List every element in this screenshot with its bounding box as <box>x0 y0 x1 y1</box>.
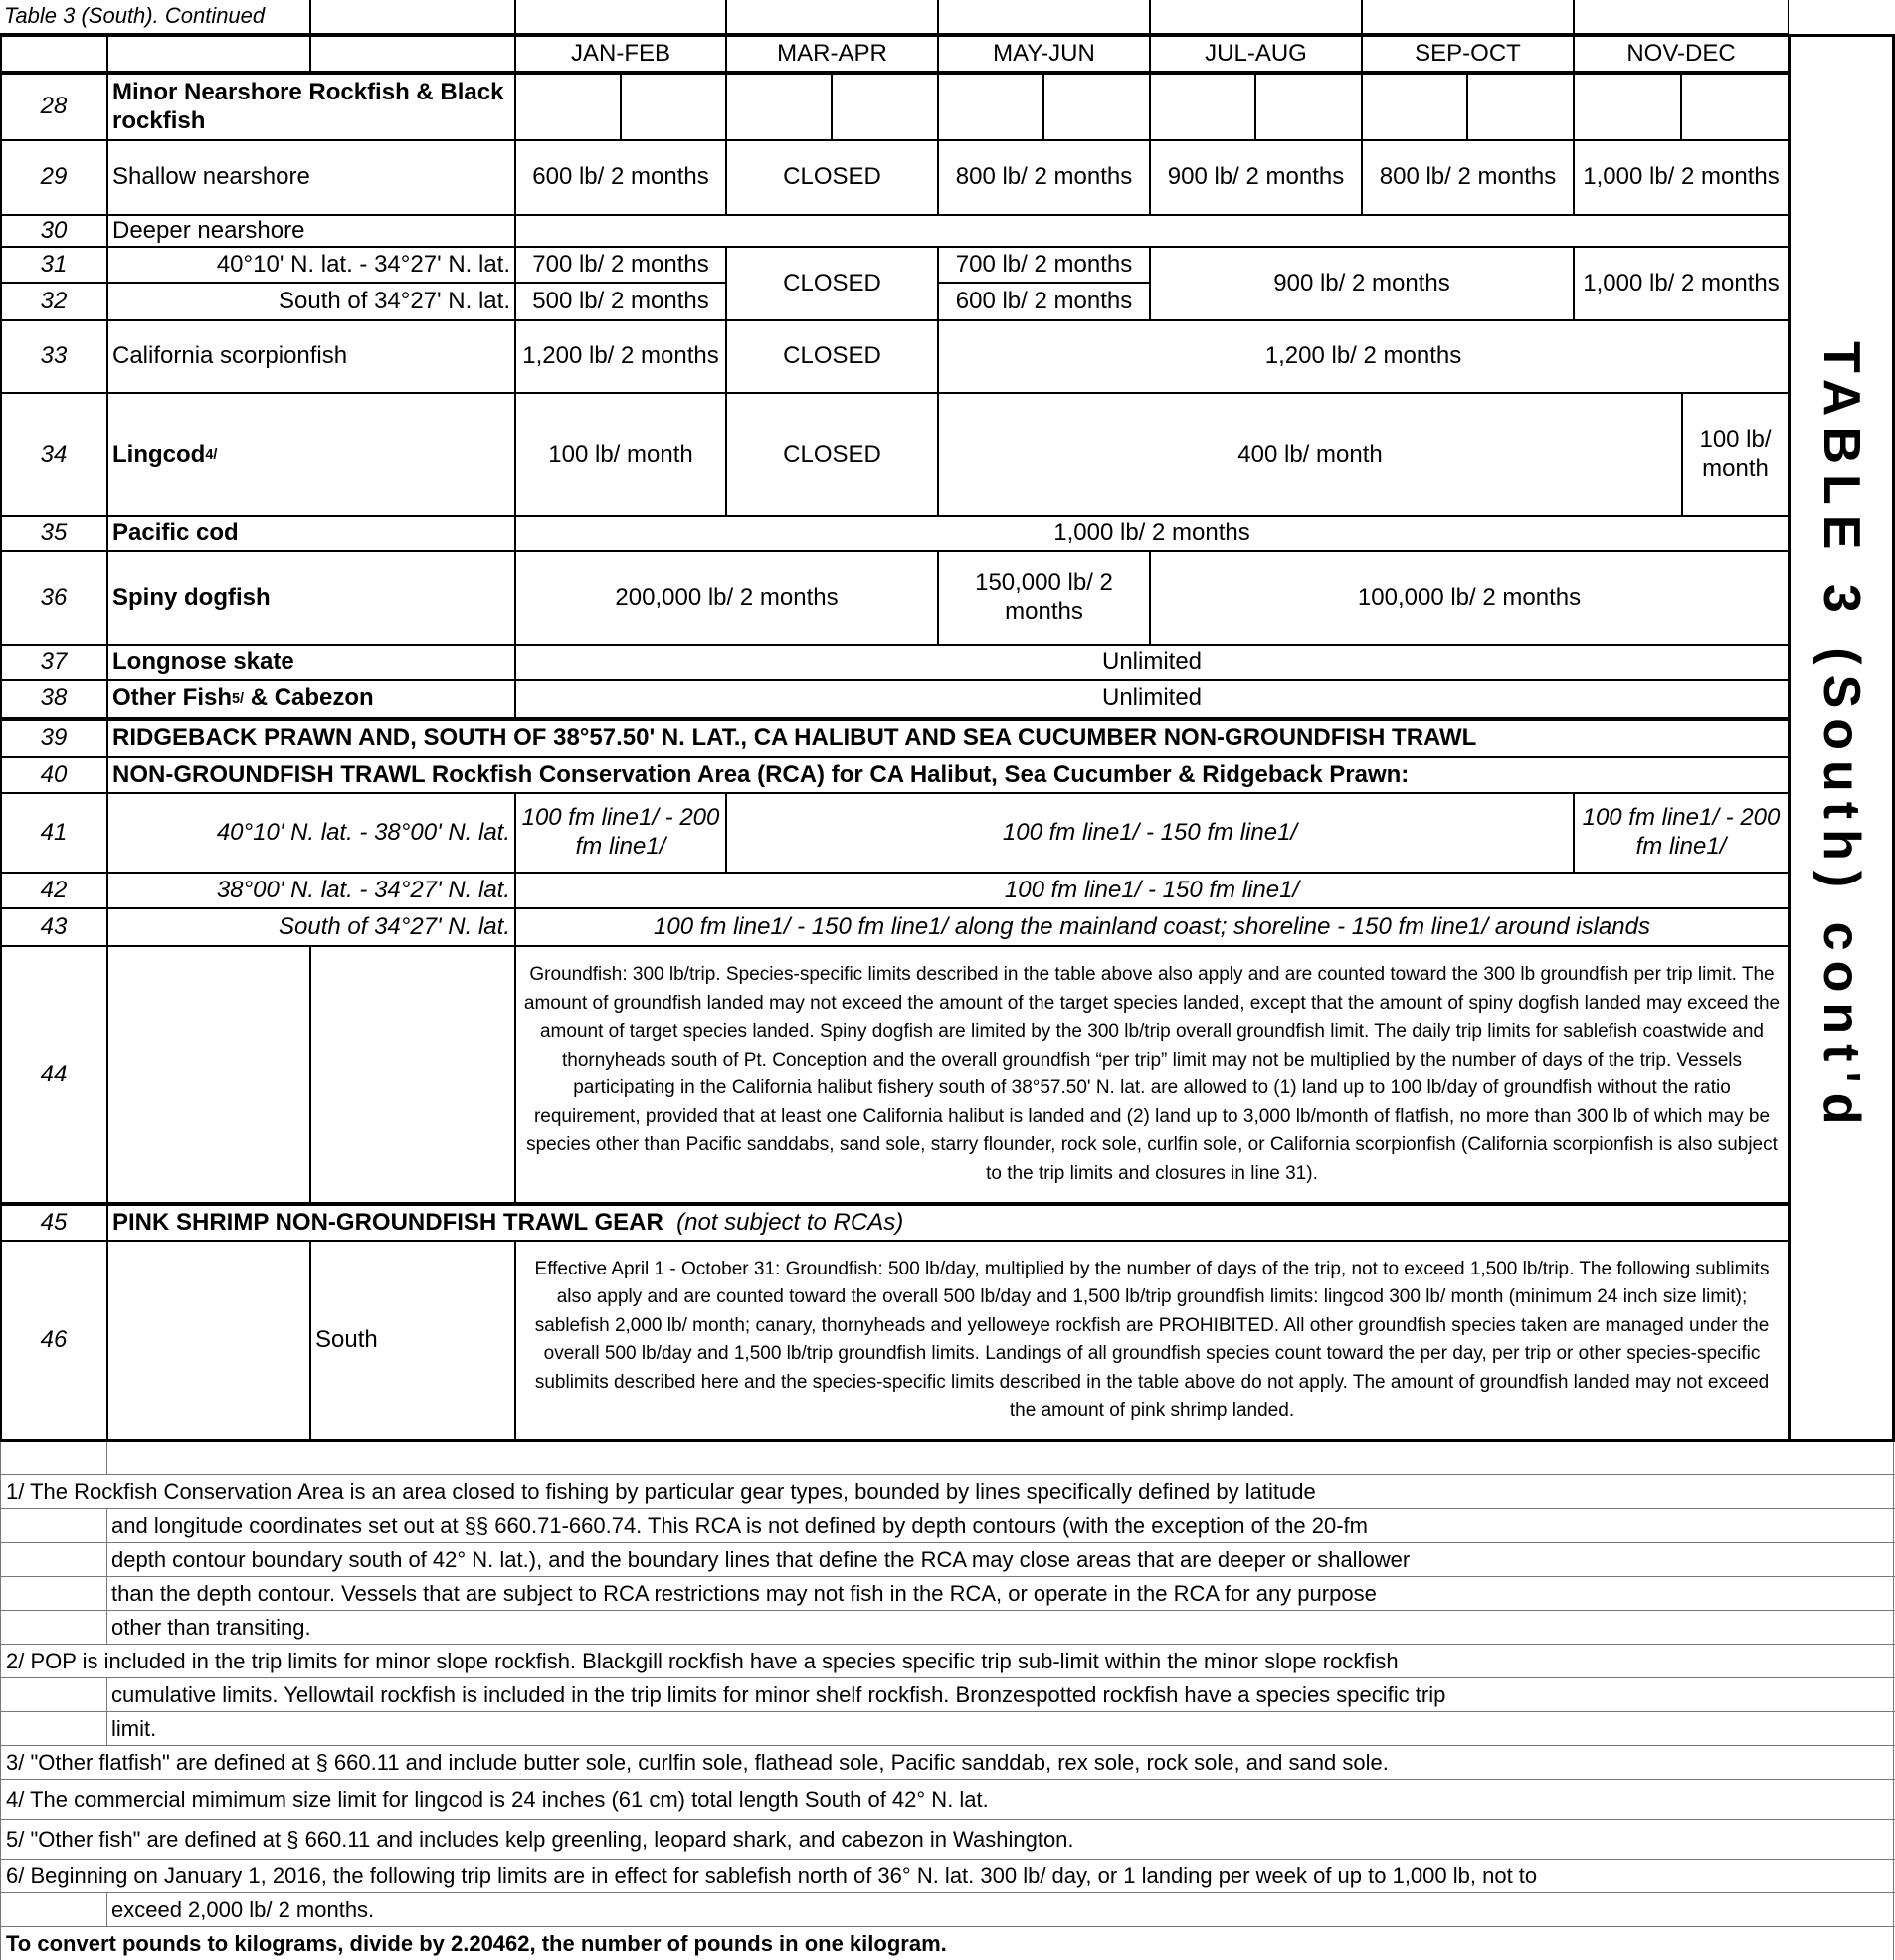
row-label: 40°10' N. lat. - 34°27' N. lat. <box>107 247 515 283</box>
limit-cell: 600 lb/ 2 months <box>515 140 726 215</box>
limit-cell: 700 lb/ 2 months <box>938 247 1150 283</box>
depth-cell: 100 fm line1/ - 200 fm line1/ <box>1574 793 1789 873</box>
depth-cell: 100 fm line1/ - 150 fm line1/ along the mainland coast; shoreline - 150 fm line1/ around islands <box>515 908 1789 946</box>
footnote-line: limit. <box>0 1712 1895 1746</box>
empty-cell <box>726 74 832 140</box>
section-heading-text: PINK SHRIMP NON-GROUNDFISH TRAWL GEAR <box>112 1208 663 1236</box>
footnote-line: 3/ "Other flatfish" are defined at § 660.11 and include butter sole, curlfin sole, flathead sole, Pacific sanddab, rex sole, rock sole, and sand sole. <box>0 1746 1895 1780</box>
row-label-text: Lingcod <box>112 440 206 468</box>
row-label: Pacific cod <box>107 516 515 551</box>
limit-cell: 1,200 lb/ 2 months <box>938 320 1789 393</box>
area-label: South <box>310 1241 515 1440</box>
empty-cell <box>1043 74 1150 140</box>
footnote-line: 2/ POP is included in the trip limits for minor slope rockfish. Blackgill rockfish have a species specific trip sub-limit within the minor slope rockfish <box>0 1645 1895 1678</box>
empty-cell <box>1255 74 1362 140</box>
empty-cell <box>832 74 938 140</box>
footnote-line: cumulative limits. Yellowtail rockfish is included in the trip limits for minor shelf rockfish. Bronzespotted rockfish have a species specific trip <box>0 1678 1895 1712</box>
section-heading: RIDGEBACK PRAWN AND, SOUTH OF 38°57.50' N. LAT., CA HALIBUT AND SEA CUCUMBER NON-GROUNDFISH TRAWL <box>107 720 1789 757</box>
limit-cell: 1,000 lb/ 2 months <box>1574 140 1789 215</box>
footnote-line: other than transiting. <box>0 1611 1895 1645</box>
row-label: Longnose skate <box>107 645 515 680</box>
row-label: South of 34°27' N. lat. <box>107 908 515 946</box>
row-number: 38 <box>0 680 107 718</box>
limit-cell: 900 lb/ 2 months <box>1150 247 1574 320</box>
caption-spacer <box>1362 0 1574 34</box>
header-blank <box>0 34 107 72</box>
table-caption: Table 3 (South). Continued <box>0 0 310 34</box>
row-number: 28 <box>0 74 107 140</box>
row-number: 45 <box>0 1205 107 1241</box>
row-label: 40°10' N. lat. - 38°00' N. lat. <box>107 793 515 873</box>
empty-cell <box>1362 74 1467 140</box>
empty-cell <box>1467 74 1574 140</box>
empty-cell <box>107 946 310 1203</box>
grid-line <box>0 1442 1 1960</box>
depth-cell: 100 fm line1/ - 150 fm line1/ <box>515 873 1789 908</box>
depth-cell: 100 fm line1/ - 150 fm line1/ <box>726 793 1574 873</box>
header-month: JAN-FEB <box>515 34 726 72</box>
empty-cell <box>938 74 1043 140</box>
limit-cell: 800 lb/ 2 months <box>1362 140 1574 215</box>
limit-cell: CLOSED <box>726 393 938 516</box>
limit-cell: Unlimited <box>515 645 1789 680</box>
empty-cell <box>1574 74 1681 140</box>
header-month: MAY-JUN <box>938 34 1150 72</box>
row-label-text: & Cabezon <box>244 685 374 712</box>
row-number: 46 <box>0 1241 107 1440</box>
grid-line <box>106 1442 107 1475</box>
row-number: 36 <box>0 551 107 645</box>
row-number: 35 <box>0 516 107 551</box>
footnote-line: and longitude coordinates set out at §§ 660.71-660.74. This RCA is not defined by depth contours (with the exception of the 20-fm <box>0 1509 1895 1543</box>
row-label: 38°00' N. lat. - 34°27' N. lat. <box>107 873 515 908</box>
row-number: 30 <box>0 215 107 247</box>
row-number: 43 <box>0 908 107 946</box>
grid-line <box>1893 1442 1894 1960</box>
empty-cell <box>1150 74 1255 140</box>
header-month: NOV-DEC <box>1574 34 1789 72</box>
row-number: 42 <box>0 873 107 908</box>
conversion-note: To convert pounds to kilograms, divide by 2.20462, the number of pounds in one kilogram. <box>6 1930 947 1956</box>
caption-spacer <box>938 0 1150 34</box>
row-label: Spiny dogfish <box>107 551 515 645</box>
row-label: Shallow nearshore <box>107 140 515 215</box>
row-number: 37 <box>0 645 107 680</box>
footnote-line: 1/ The Rockfish Conservation Area is an area closed to fishing by particular gear types, bounded by lines specifically defined by latitude <box>0 1475 1895 1509</box>
side-title <box>1789 34 1895 1442</box>
depth-cell: 100 fm line1/ - 200 fm line1/ <box>515 793 726 873</box>
section-heading: NON-GROUNDFISH TRAWL Rockfish Conservation Area (RCA) for CA Halibut, Sea Cucumber & Ridgeback Prawn: <box>107 757 1789 793</box>
footnote-spacer <box>0 1442 1895 1475</box>
limit-cell: 200,000 lb/ 2 months <box>515 551 938 645</box>
grid-line <box>106 1893 107 1927</box>
trip-limit-text: Groundfish: 300 lb/trip. Species-specific limits described in the table above also apply and are counted toward the 300 lb groundfish per trip limit. The amount of groundfish landed may not exceed the amount of the target species landed, except that the amount of spiny dogfish landed may exceed the amount of target species landed. Spiny dogfish are limited by the 300 lb/trip overall groundfish limit. The daily trip limits for sablefish coastwide and thornyheads south of Pt. Conception and the overall groundfish “per trip” limit may not be multiplied by the number of days of the trip. Vessels participating in the California halibut fishery south of 38°57.50' N. lat. are allowed to (1) land up to 100 lb/day of groundfish without the ratio requirement, provided that at least one California halibut is landed and (2) land up to 3,000 lb/month of flatfish, no more than 300 lb of which may be species other than Pacific sanddabs, sand sole, starry flounder, rock sole, curlfin sole, or California scorpionfish (California scorpionfish is also subject to the trip limits and closures in line 31). <box>515 946 1789 1203</box>
row-number: 31 <box>0 247 107 283</box>
limit-cell: 800 lb/ 2 months <box>938 140 1150 215</box>
row-label: Minor Nearshore Rockfish & Black rockfish <box>107 74 515 140</box>
limit-cell: 900 lb/ 2 months <box>1150 140 1362 215</box>
row-number: 29 <box>0 140 107 215</box>
limit-cell: CLOSED <box>726 320 938 393</box>
empty-cell <box>515 74 621 140</box>
limit-cell: 500 lb/ 2 months <box>515 283 726 320</box>
limit-cell: Unlimited <box>515 680 1789 718</box>
table-left-rule <box>0 34 2 1441</box>
row-number: 40 <box>0 757 107 793</box>
footnote-line: exceed 2,000 lb/ 2 months. <box>0 1893 1895 1927</box>
row-label: South of 34°27' N. lat. <box>107 283 515 320</box>
header-blank <box>107 34 310 72</box>
limit-cell: 600 lb/ 2 months <box>938 283 1150 320</box>
caption-spacer <box>1574 0 1789 34</box>
limit-cell: 1,000 lb/ 2 months <box>1574 247 1789 320</box>
row-label: Lingcod 4/ <box>107 393 515 516</box>
row-number: 44 <box>0 946 107 1203</box>
header-blank <box>310 34 515 72</box>
limit-cell: CLOSED <box>726 140 938 215</box>
header-month: SEP-OCT <box>1362 34 1574 72</box>
caption-spacer <box>310 0 515 34</box>
limit-cell: 150,000 lb/ 2 months <box>938 551 1150 645</box>
empty-cell <box>1681 74 1789 140</box>
row-label-text: Other Fish <box>112 685 233 712</box>
footnote-line: 5/ "Other fish" are defined at § 660.11 and includes kelp greenling, leopard shark, and cabezon in Washington. <box>0 1820 1895 1860</box>
limit-cell: 1,200 lb/ 2 months <box>515 320 726 393</box>
section-heading-note: (not subject to RCAs) <box>676 1208 904 1236</box>
header-month: JUL-AUG <box>1150 34 1362 72</box>
row-number: 32 <box>0 283 107 320</box>
footnote-line: than the depth contour. Vessels that are subject to RCA restrictions may not fish in the RCA, or operate in the RCA for any purpose <box>0 1577 1895 1611</box>
row-number: 33 <box>0 320 107 393</box>
caption-spacer <box>1150 0 1362 34</box>
row-label: Other Fish 5/ & Cabezon <box>107 680 515 718</box>
row-label: Deeper nearshore <box>107 215 515 247</box>
empty-cell <box>310 946 515 1203</box>
empty-cell <box>107 1241 310 1440</box>
empty-cell <box>621 74 726 140</box>
grid-line <box>106 1678 107 1746</box>
limit-cell: 400 lb/ month <box>938 393 1682 516</box>
side-title-text: TABLE 3 (South) cont'd <box>1812 340 1870 1135</box>
row-label: California scorpionfish <box>107 320 515 393</box>
row-number: 41 <box>0 793 107 873</box>
limit-cell: CLOSED <box>726 247 938 320</box>
limit-cell: 100 lb/ month <box>1682 393 1789 516</box>
row-number: 34 <box>0 393 107 516</box>
footnote-line: depth contour boundary south of 42° N. lat.), and the boundary lines that define the RCA may close areas that are deeper or shallower <box>0 1543 1895 1577</box>
caption-spacer <box>515 0 726 34</box>
trip-limit-text: Effective April 1 - October 31: Groundfish: 500 lb/day, multiplied by the number of days of the trip, not to exceed 1,500 lb/trip. The following sublimits also apply and are counted toward the overall 500 lb/day and 1,500 lb/trip groundfish limits: lingcod 300 lb/ month (minimum 24 inch size limit); sablefish 2,000 lb/ month; canary, thornyheads and yelloweye rockfish are PROHIBITED. All other groundfish species taken are managed under the overall 500 lb/day and 1,500 lb/trip groundfish limits. Landings of all groundfish species count toward the per day, per trip or other species-specific sublimits described here and the species-specific limits described in the table above do not apply. The amount of groundfish landed may not exceed the amount of pink shrimp landed. <box>515 1241 1789 1440</box>
caption-spacer <box>726 0 938 34</box>
footnote-line: 6/ Beginning on January 1, 2016, the following trip limits are in effect for sablefish north of 36° N. lat. 300 lb/ day, or 1 landing per week of up to 1,000 lb, not to <box>0 1860 1895 1893</box>
limit-cell: 100,000 lb/ 2 months <box>1150 551 1789 645</box>
limit-cell: 700 lb/ 2 months <box>515 247 726 283</box>
grid-line <box>106 1509 107 1645</box>
row-number: 39 <box>0 720 107 757</box>
empty-cell <box>515 215 1789 247</box>
limit-cell: 1,000 lb/ 2 months <box>515 516 1789 551</box>
section-heading <box>107 1205 1789 1241</box>
footnote-line: 4/ The commercial mimimum size limit for lingcod is 24 inches (61 cm) total length South of 42° N. lat. <box>0 1780 1895 1820</box>
header-month: MAR-APR <box>726 34 938 72</box>
limit-cell: 100 lb/ month <box>515 393 726 516</box>
